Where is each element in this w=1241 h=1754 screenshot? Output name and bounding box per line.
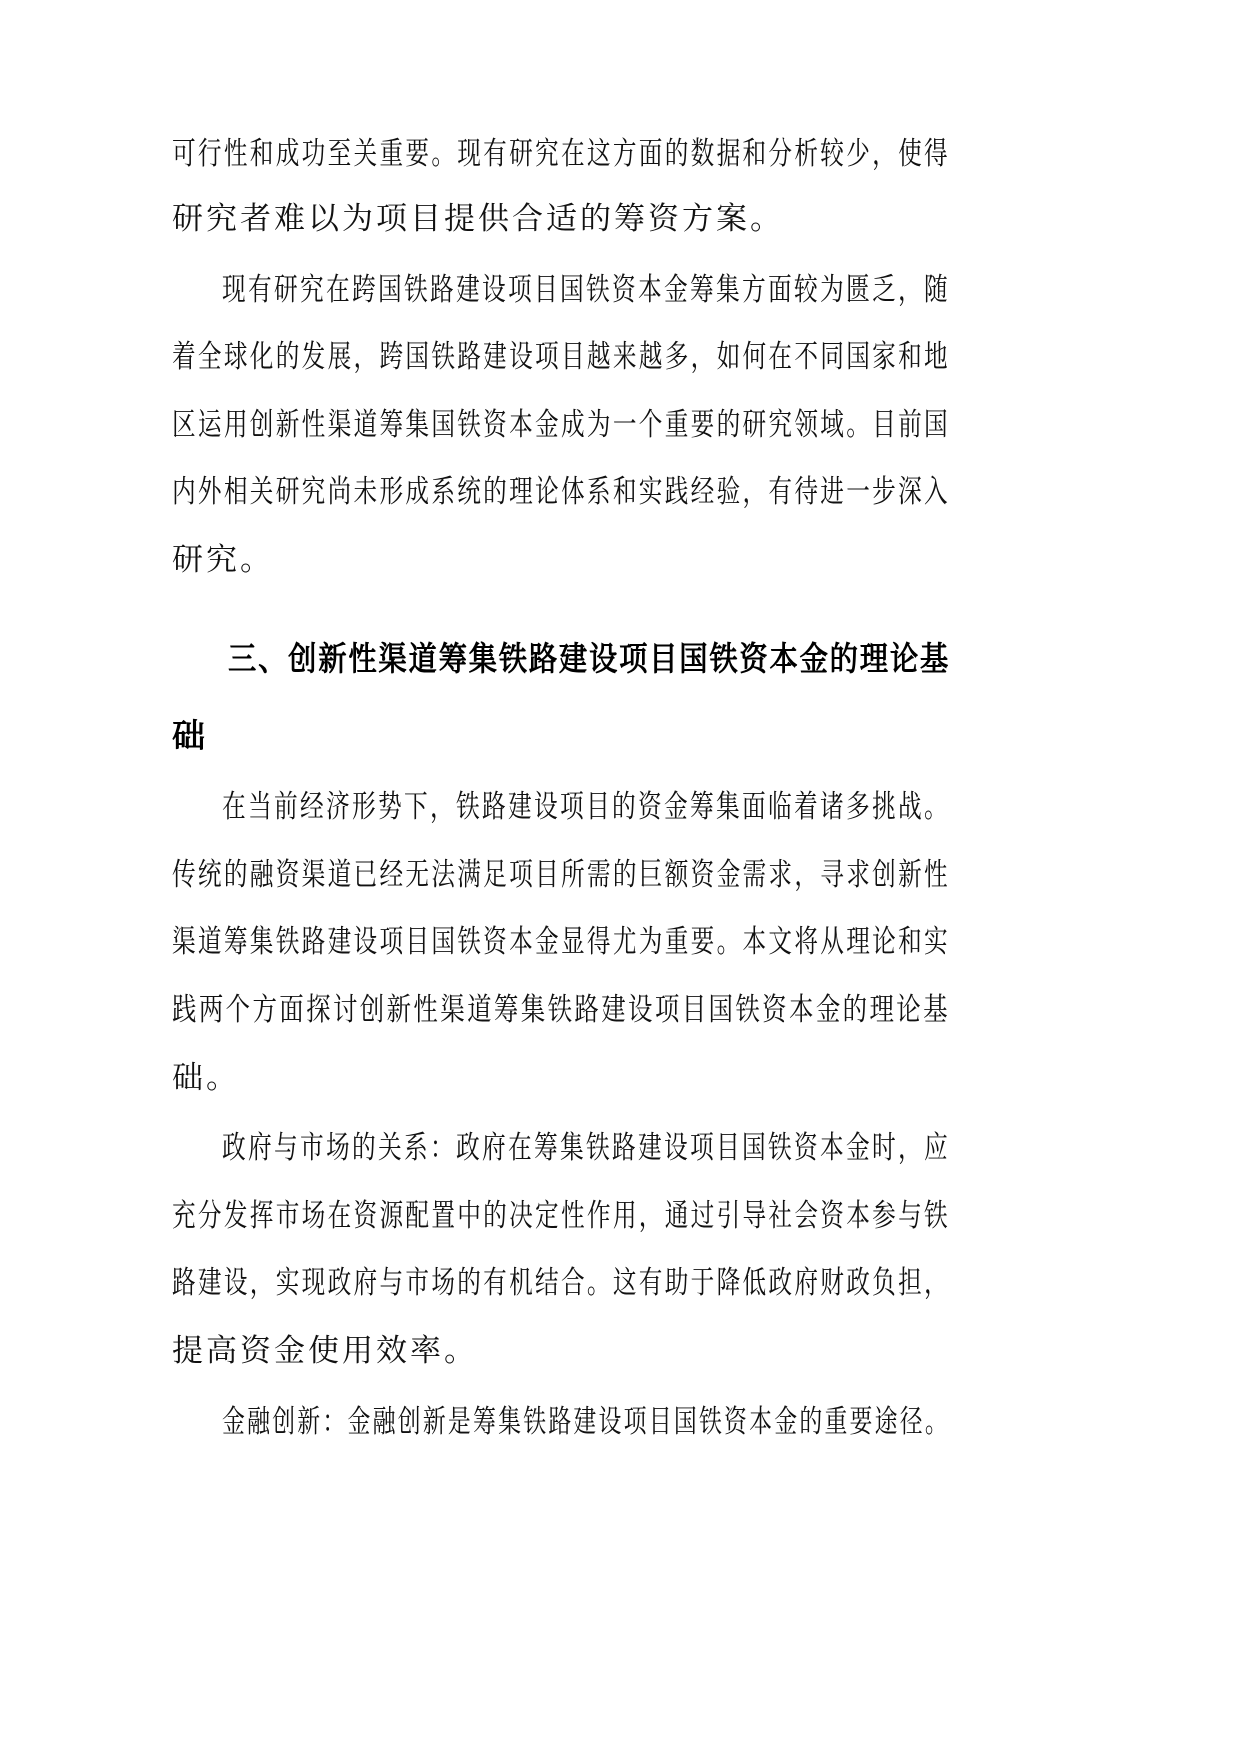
paragraph-line: 础。 (172, 1060, 240, 1096)
paragraph-line: 渠道筹集铁路建设项目国铁资本金显得尤为重要。本文将从理论和实 (172, 924, 950, 960)
paragraph-line: 金融创新：金融创新是筹集铁路建设项目国铁资本金的重要途径。 (222, 1404, 950, 1440)
section-heading: 础 (172, 716, 207, 755)
paragraph-line: 传统的融资渠道已经无法满足项目所需的巨额资金需求，寻求创新性 (172, 857, 950, 893)
paragraph-line: 充分发挥市场在资源配置中的决定性作用，通过引导社会资本参与铁 (172, 1198, 950, 1234)
paragraph-line: 可行性和成功至关重要。现有研究在这方面的数据和分析较少，使得 (172, 136, 950, 172)
paragraph-line: 路建设，实现政府与市场的有机结合。这有助于降低政府财政负担， (172, 1265, 950, 1301)
section-heading: 三、创新性渠道筹集铁路建设项目国铁资本金的理论基 (228, 639, 950, 678)
paragraph-line: 着全球化的发展，跨国铁路建设项目越来越多，如何在不同国家和地 (172, 339, 950, 375)
paragraph-line: 践两个方面探讨创新性渠道筹集铁路建设项目国铁资本金的理论基 (172, 992, 950, 1028)
paragraph-line: 在当前经济形势下，铁路建设项目的资金筹集面临着诸多挑战。 (222, 789, 950, 825)
paragraph-line: 政府与市场的关系：政府在筹集铁路建设项目国铁资本金时，应 (222, 1130, 950, 1166)
paragraph-line: 现有研究在跨国铁路建设项目国铁资本金筹集方面较为匮乏，随 (222, 272, 950, 308)
paragraph-line: 区运用创新性渠道筹集国铁资本金成为一个重要的研究领域。目前国 (172, 407, 950, 443)
paragraph-line: 研究。 (172, 542, 274, 578)
paragraph-line: 提高资金使用效率。 (172, 1333, 478, 1369)
paragraph-line: 研究者难以为项目提供合适的筹资方案。 (172, 201, 784, 237)
paragraph-line: 内外相关研究尚未形成系统的理论体系和实践经验，有待进一步深入 (172, 474, 950, 510)
